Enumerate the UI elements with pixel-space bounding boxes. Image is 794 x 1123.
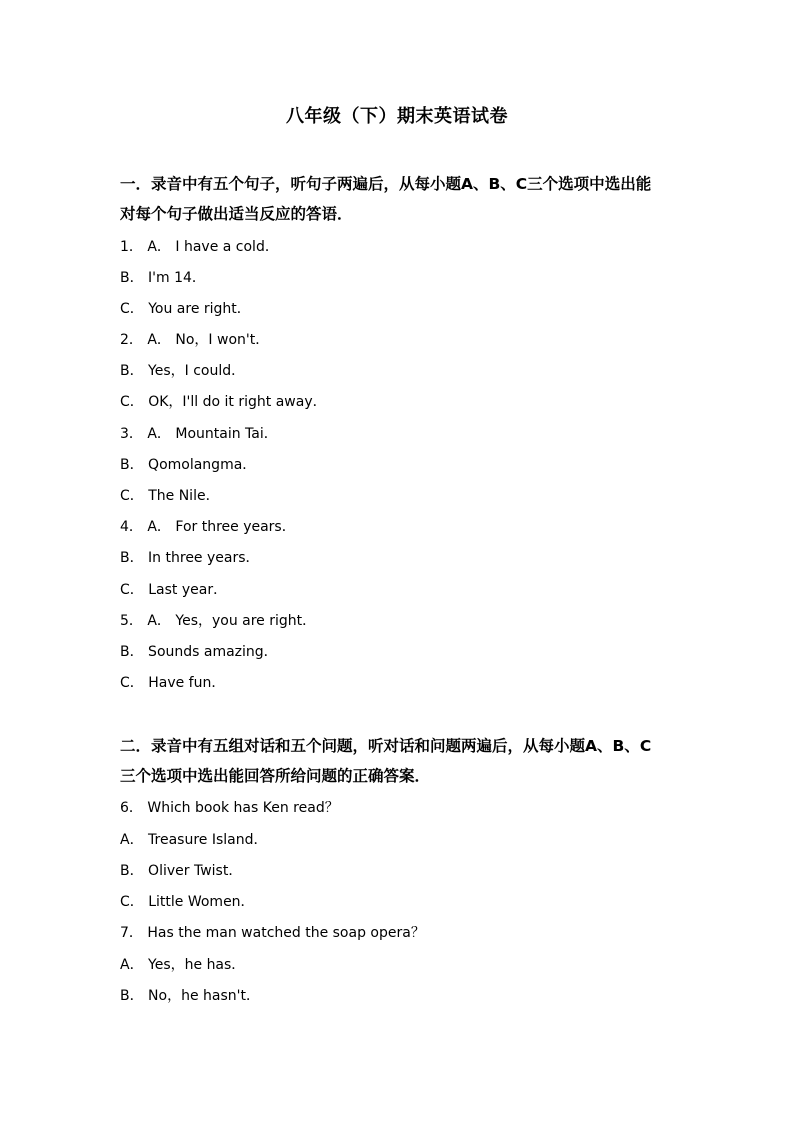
list-item: 1． A． I have a cold． — [120, 239, 279, 255]
list-item: C． Last year． — [120, 582, 228, 598]
list-item: 4． A． For three years． — [120, 519, 296, 535]
page-title: 八年级（下）期末英语试卷 — [286, 106, 508, 127]
list-item: 3． A． Mountain Tai． — [120, 426, 278, 442]
section2-heading-line2: 三个选项中选出能回答所给问题的正确答案． — [120, 767, 431, 785]
list-item: B． Qomolangma． — [120, 457, 257, 473]
list-item: 5． A． Yes，you are right． — [120, 613, 317, 629]
list-item: B． Oliver Twist． — [120, 863, 243, 879]
list-item: A． Yes，he has． — [120, 957, 246, 973]
list-item: C． OK，I'll do it right away． — [120, 394, 327, 410]
list-item: 2． A． No，I won't． — [120, 332, 270, 348]
list-item: 6． Which book has Ken read？ — [120, 800, 339, 816]
list-item: B． In three years． — [120, 550, 260, 566]
list-item: B． Sounds amazing． — [120, 644, 278, 660]
list-item: B． Yes，I could． — [120, 363, 246, 379]
list-item: C． Have fun． — [120, 675, 226, 691]
list-item: C． Little Women． — [120, 894, 255, 910]
list-item: C． The Nile． — [120, 488, 220, 504]
section1-heading-line2: 对每个句子做出适当反应的答语． — [120, 205, 353, 223]
list-item: B． No，he hasn't． — [120, 988, 260, 1004]
list-item: B． I'm 14． — [120, 270, 206, 286]
list-item: 7． Has the man watched the soap opera？ — [120, 925, 425, 941]
section1-heading-line1: 一．录音中有五个句子，听句子两遍后，从每小题A、B、C三个选项中选出能 — [120, 175, 652, 193]
list-item: A． Treasure Island． — [120, 832, 268, 848]
section2-heading-line1: 二．录音中有五组对话和五个问题，听对话和问题两遍后，从每小题A、B、C — [120, 737, 652, 755]
list-item: C． You are right． — [120, 301, 251, 317]
